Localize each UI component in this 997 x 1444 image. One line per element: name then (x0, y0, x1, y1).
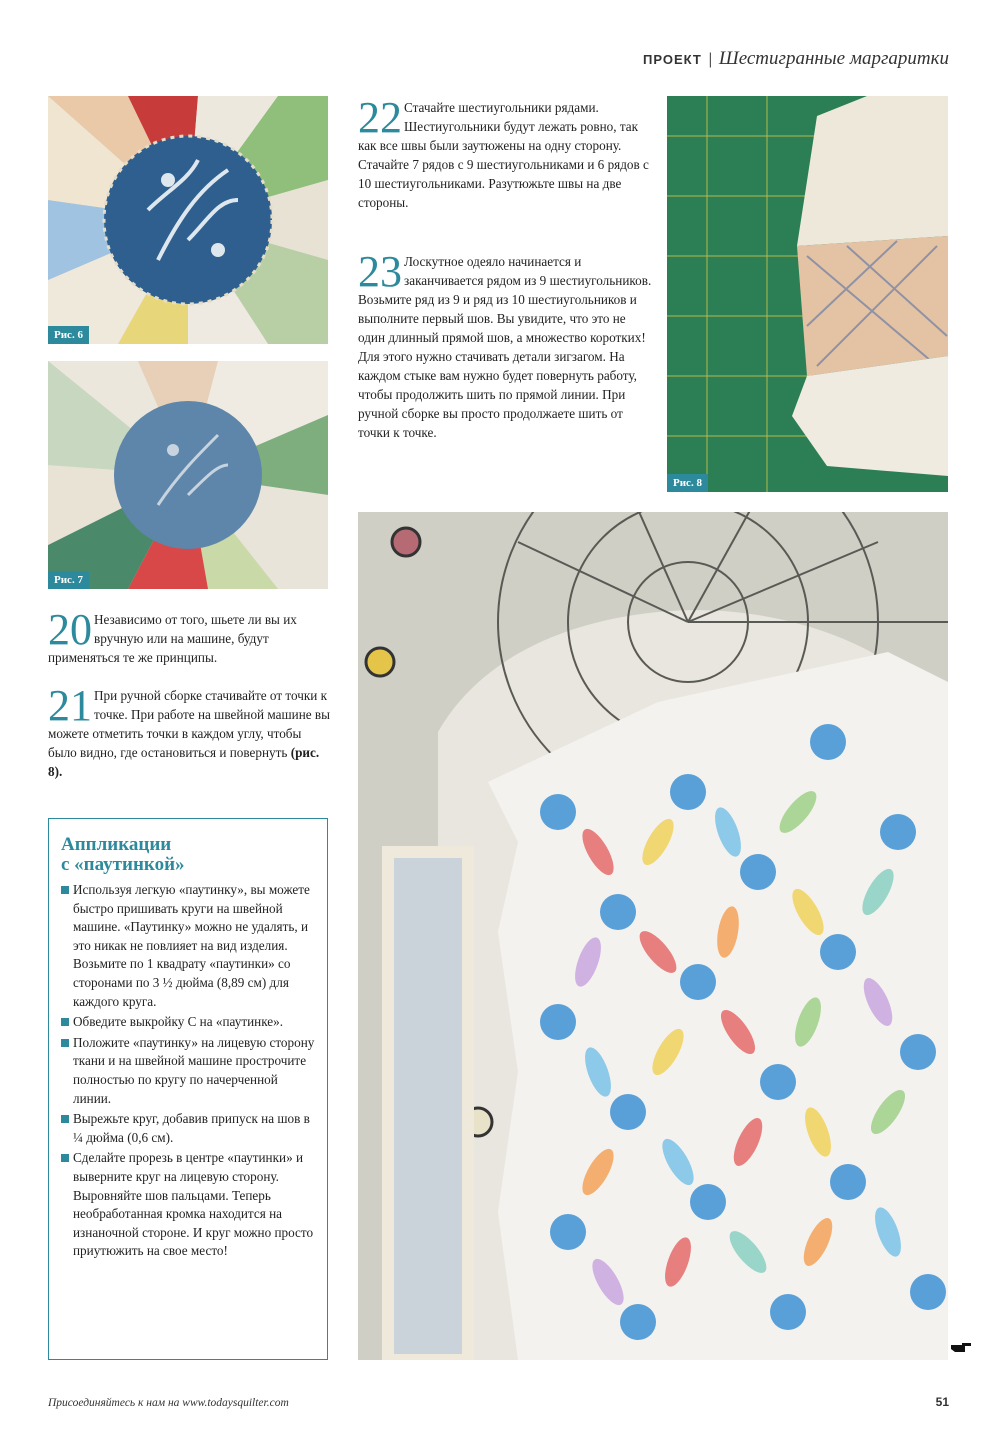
bullet-square-icon (61, 886, 69, 894)
figure-8-photo (667, 96, 948, 492)
page-header (643, 48, 949, 70)
cutting-mat-illustration (667, 96, 948, 492)
step-21 (48, 681, 331, 781)
step-text: При ручной сборке стачивайте от точки к точке. При работе на швейной машине вы можете отметить точки в каждом углу, чтобы было видно, где остановиться и повернуть (48, 688, 331, 760)
sidebar-title-line1: Аппликации (61, 834, 172, 855)
step-20 (48, 605, 330, 667)
bullet-square-icon (61, 1039, 69, 1047)
sidebar-title (61, 835, 315, 875)
hand-pointer-icon (950, 1340, 972, 1354)
step-number: 22 (358, 93, 402, 142)
section-label: ПРОЕКТ (642, 52, 702, 67)
step-text: Лоскутное одеяло начинается и заканчивается рядом из 9 шестиугольников. Возьмите ряд из 9 и ряд из 10 шестиугольников и выполните первый шов. Вы увидите, что это не один длинный прямой шов, а множество коротких! Для этого нужно стачивать детали зигзагом. На каждом стыке вам нужно будет повернуть работу, чтобы продолжить шить по прямой линии. При ручной сборке вы просто продолжаете шить от точки к точке. (358, 254, 652, 440)
header-divider: | (707, 50, 713, 68)
sidebar-bullet (61, 1013, 315, 1032)
figure-reference: (рис. 8). (48, 745, 320, 779)
sidebar-bullet (61, 1110, 315, 1147)
quilt-on-door-illustration (358, 512, 948, 1360)
step-text: Независимо от того, шьете ли вы их вручную или на машине, будут применяться те же принципы. (48, 612, 297, 665)
quilt-circle-lightblue-illustration (48, 361, 328, 589)
bullet-square-icon (61, 1115, 69, 1123)
step-23 (358, 247, 654, 442)
sidebar-title-line2: с «паутинкой» (61, 854, 185, 875)
quilt-door-photo (358, 512, 948, 1360)
figure-6-caption: Рис. 6 (48, 326, 89, 344)
bullet-text: Сделайте прорезь в центре «паутинки» и выверните круг на лицевую сторону. Выровняйте шов пальцами. Теперь необработанная кромка находится на изнаночной стороне. И круг можно просто приутюжить на свое место! (73, 1150, 314, 1259)
article-title: Шестигранные маргаритки (718, 48, 949, 69)
bullet-square-icon (61, 1018, 69, 1026)
figure-6-photo (48, 96, 328, 344)
figure-8-caption: Рис. 8 (667, 474, 708, 492)
bullet-text: Обведите выкройку С на «паутинке». (73, 1014, 284, 1030)
figure-7-photo (48, 361, 328, 589)
bullet-text: Вырежьте круг, добавив припуск на шов в ¼ дюйма (0,6 см). (73, 1111, 310, 1145)
step-number: 20 (48, 605, 92, 654)
step-22 (358, 93, 654, 212)
step-text: Стачайте шестиугольники рядами. Шестиугольники будут лежать ровно, так как все швы были заутюжены на одну сторону. Стачайте 7 рядов с 9 шестиугольниками и 6 рядов с 10 шестиугольниками. Разутюжьте швы на две стороны. (358, 100, 649, 210)
footer-site-link: Присоединяйтесь к нам на www.todaysquilter.com (48, 1397, 289, 1409)
sidebar-bullet (61, 1149, 315, 1261)
bullet-text: Положите «паутинку» на лицевую сторону ткани и на швейной машине прострочите полностью по кругу по начерченной линии. (73, 1034, 315, 1106)
figure-7-caption: Рис. 7 (48, 571, 89, 589)
bullet-square-icon (61, 1154, 69, 1162)
sidebar-bullet (61, 881, 315, 1011)
step-number: 23 (358, 247, 402, 296)
sidebar-bullet (61, 1034, 315, 1108)
applique-sidebar (48, 818, 328, 1360)
quilt-circle-blue-illustration (48, 96, 328, 344)
page-number: 51 (935, 1395, 949, 1409)
step-number: 21 (48, 681, 92, 730)
bullet-text: Используя легкую «паутинку», вы можете быстро пришивать круги на швейной машине. «Паутинку» можно не удалять, и это никак не повлияет на вид изделия. Возьмите по 1 квадрату «паутинки» со сторонами по 3 ½ дюйма (8,89 см) для каждого круга. (73, 882, 310, 1009)
